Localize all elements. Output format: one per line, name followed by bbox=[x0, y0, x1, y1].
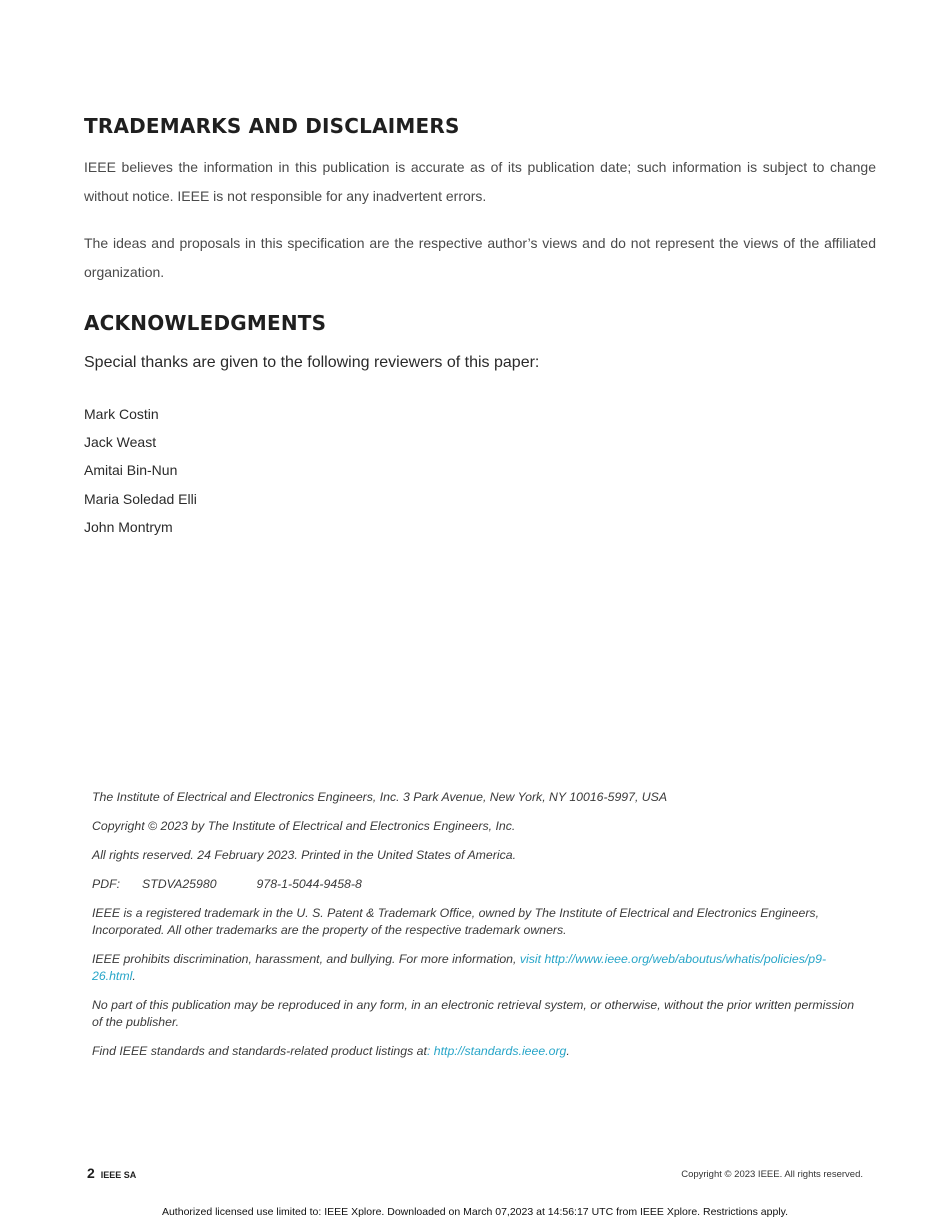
pdf-isbn: 978-1-5044-9458-8 bbox=[256, 877, 362, 891]
trademark-notice: IEEE is a registered trademark in the U. S. Patent & Trademark Office, owned by The Institute of Electrical and Electronics Engineers, Incorporated. All other trademarks are the property of the respective trademark owners. bbox=[92, 906, 819, 937]
pdf-code: STDVA25980 bbox=[142, 877, 217, 891]
reviewer-name: Mark Costin bbox=[84, 406, 159, 422]
policy-link[interactable]: visit http://www.ieee.org/web/aboutus/whatis/policies/p9-26.html bbox=[92, 952, 827, 983]
authorized-use-notice: Authorized licensed use limited to: IEEE Xplore. Downloaded on March 07,2023 at 14:56:17 UTC from IEEE Xplore. Restrictions apply. bbox=[161, 1206, 789, 1218]
listings-end: . bbox=[566, 1044, 570, 1058]
acknowledgments-heading: ACKNOWLEDGMENTS bbox=[84, 311, 327, 335]
reproduction-notice: No part of this publication may be reproduced in any form, in an electronic retrieval system, or otherwise, without the prior written permission of the publisher. bbox=[92, 998, 855, 1029]
page-footer-left bbox=[87, 1165, 136, 1183]
institute-address: The Institute of Electrical and Electronics Engineers, Inc. 3 Park Avenue, New York, NY 10016-5997, USA bbox=[92, 790, 668, 804]
copyright-statement: Copyright © 2023 by The Institute of Electrical and Electronics Engineers, Inc. bbox=[92, 819, 516, 833]
trademarks-paragraph-accuracy: IEEE believes the information in this publication is accurate as of its publication date; such information is subject to change without notice. IEEE is not responsible for any inadvertent errors. bbox=[84, 159, 876, 204]
footer-copyright: Copyright © 2023 IEEE. All rights reserved. bbox=[681, 1169, 863, 1180]
discrimination-end: . bbox=[132, 969, 136, 983]
trademarks-heading: TRADEMARKS AND DISCLAIMERS bbox=[84, 114, 460, 138]
pdf-identifiers bbox=[92, 876, 867, 893]
reviewer-name: Amitai Bin-Nun bbox=[84, 462, 178, 479]
rights-statement: All rights reserved. 24 February 2023. Printed in the United States of America. bbox=[92, 848, 516, 862]
standards-link[interactable]: : http://standards.ieee.org bbox=[426, 1044, 567, 1058]
page-number: 2 bbox=[87, 1165, 95, 1181]
trademarks-paragraph-views: The ideas and proposals in this specification are the respective author’s views and do not represent the views of the affiliated organization. bbox=[84, 235, 876, 280]
reviewer-name: Maria Soledad Elli bbox=[84, 490, 197, 507]
listings-text: Find IEEE standards and standards-related product listings at bbox=[92, 1044, 427, 1058]
reviewer-name: Jack Weast bbox=[84, 434, 157, 451]
standards-listings bbox=[92, 1043, 867, 1060]
discrimination-text: IEEE prohibits discrimination, harassment, and bullying. For more information, bbox=[92, 952, 520, 966]
pdf-label: PDF: bbox=[92, 877, 121, 891]
acknowledgments-intro: Special thanks are given to the following reviewers of this paper: bbox=[84, 354, 540, 371]
reviewer-list bbox=[84, 404, 197, 545]
legal-notice-block bbox=[92, 789, 867, 1072]
reviewer-name: John Montrym bbox=[84, 518, 173, 535]
discrimination-policy bbox=[92, 951, 867, 985]
footer-org: IEEE SA bbox=[100, 1170, 137, 1180]
